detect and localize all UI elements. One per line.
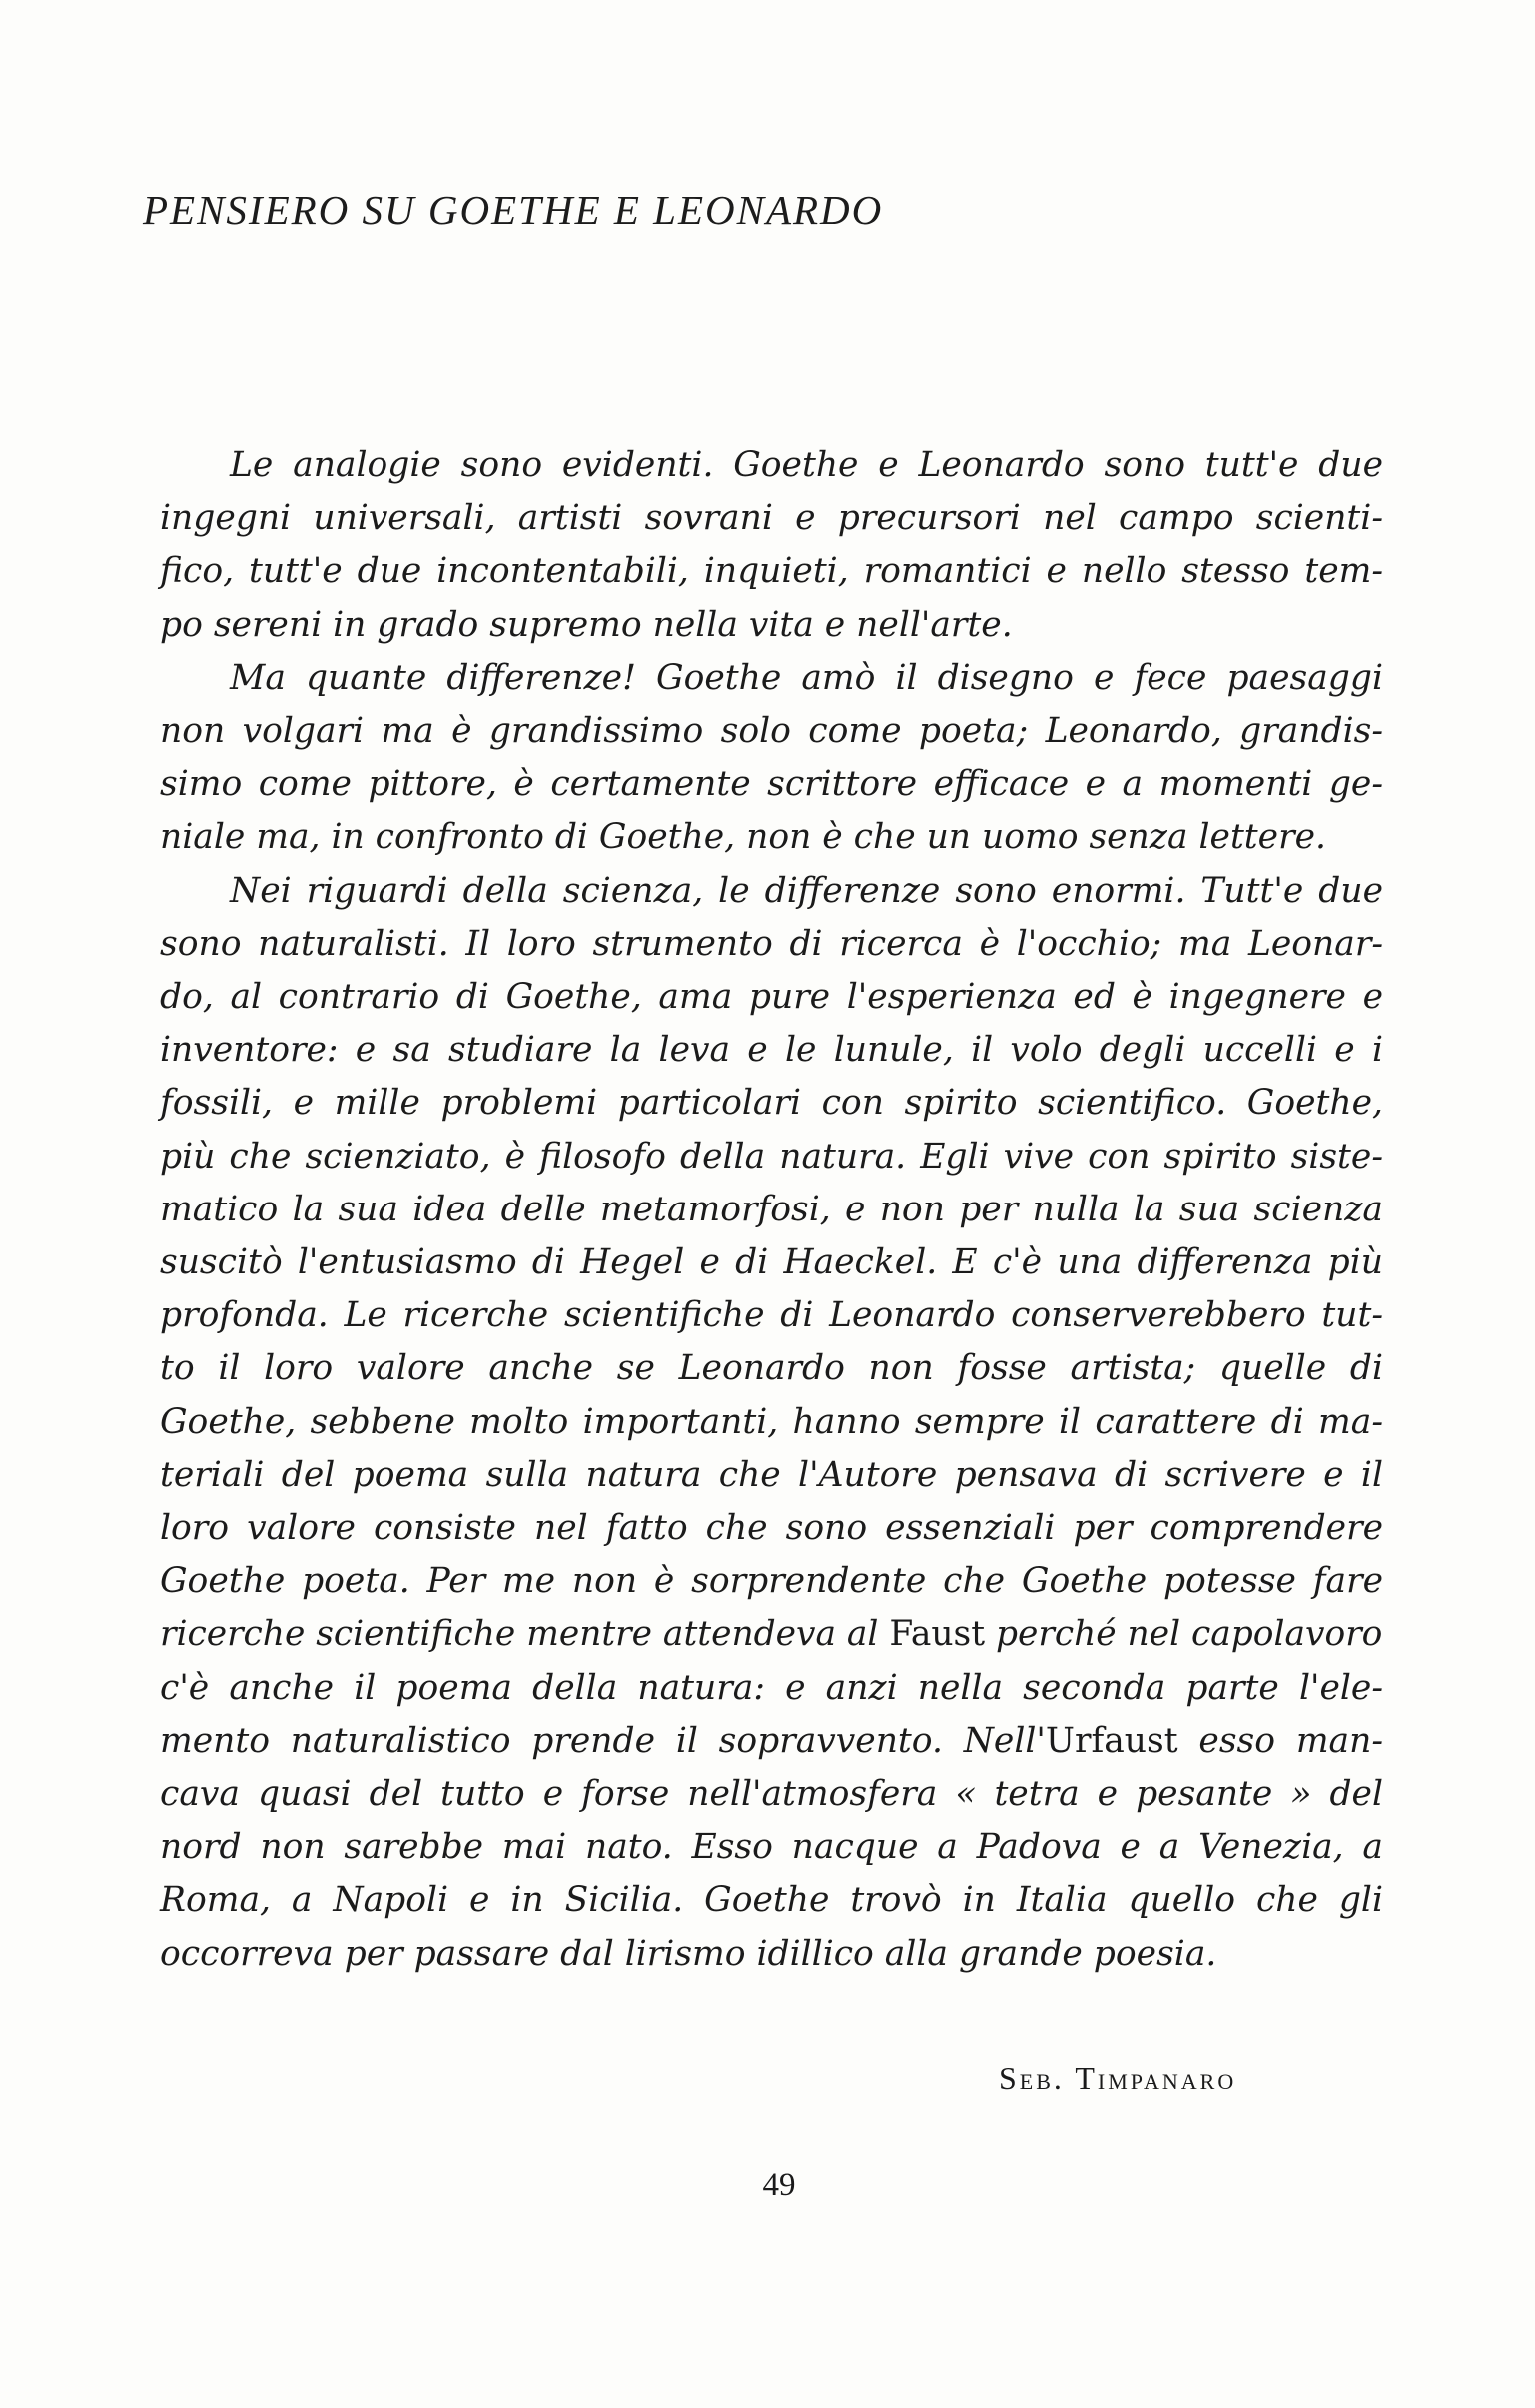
text-line: fossili, e mille problemi particolari con spirito scientifico. Goethe, — [160, 1083, 1383, 1124]
page-title: PENSIERO SU GOETHE E LEONARDO — [143, 187, 884, 233]
text-line: non volgari ma è grandissimo solo come poeta; Leonardo, grandis- — [160, 711, 1383, 752]
text-line: Goethe poeta. Per me non è sorprendente che Goethe potesse fare — [160, 1561, 1383, 1602]
text-line: do, al contrario di Goethe, ama pure l'esperienza ed è ingegnere e — [160, 977, 1383, 1018]
text-segment: mento naturalistico prende il sopravvento. — [160, 1720, 943, 1761]
text-line: sono naturalisti. Il loro strumento di ricerca è l'occhio; ma Leonar- — [160, 923, 1383, 964]
text-segment: ricerche scientifiche mentre attendeva al — [160, 1614, 890, 1655]
text-line: matico la sua idea delle metamorfosi, e non per nulla la sua scienza — [160, 1189, 1383, 1229]
text-line: suscitò l'entusiasmo di Hegel e di Haeckel. E c'è una differenza più — [160, 1242, 1383, 1283]
article-body — [160, 439, 1383, 1981]
text-segment: esso man- — [1177, 1720, 1383, 1761]
text-line: fico, tutt'e due incontentabili, inquieti, romantici e nello stesso tem- — [160, 551, 1383, 592]
text-line: simo come pittore, è certamente scrittore efficace e a momenti ge- — [160, 764, 1383, 805]
text-segment: Nell' — [963, 1720, 1046, 1761]
paragraph-3 — [160, 865, 1383, 1981]
text-line: Nei riguardi della scienza, le differenze sono enormi. Tutt'e due — [230, 870, 1383, 911]
text-line: Ma quante differenze! Goethe amò il disegno e fece paesaggi — [230, 657, 1383, 698]
text-line: ingegni universali, artisti sovrani e precursori nel campo scienti- — [160, 498, 1383, 539]
text-line: inventore: e sa studiare la leva e le lunule, il volo degli uccelli e i — [160, 1030, 1383, 1071]
text-line: nord non sarebbe mai nato. Esso nacque a Padova e a Venezia, a — [160, 1827, 1383, 1868]
text-line: c'è anche il poema della natura: e anzi nella seconda parte l'ele- — [160, 1667, 1383, 1708]
text-line: niale ma, in confronto di Goethe, non è che un uomo senza lettere. — [160, 817, 1326, 858]
work-title-urfaust: Urfaust — [1045, 1720, 1178, 1761]
text-line: loro valore consiste nel fatto che sono essenziali per comprendere — [160, 1508, 1383, 1549]
paragraph-2 — [160, 652, 1383, 865]
text-line: to il loro valore anche se Leonardo non fosse artista; quelle di — [160, 1348, 1383, 1389]
text-line: occorreva per passare dal lirismo idillico alla grande poesia. — [160, 1933, 1217, 1974]
paragraph-1 — [160, 439, 1383, 652]
text-line: più che scienziato, è filosofo della natura. Egli vive con spirito siste- — [160, 1136, 1383, 1177]
text-line: po sereni in grado supremo nella vita e nell'arte. — [160, 604, 1013, 645]
text-line: profonda. Le ricerche scientifiche di Leonardo conserverebbero tut- — [160, 1295, 1383, 1336]
work-title-faust: Faust — [889, 1614, 986, 1655]
text-segment: perché nel capolavoro — [985, 1614, 1383, 1655]
text-line-urfaust — [160, 1715, 1383, 1768]
text-line: Goethe, sebbene molto importanti, hanno sempre il carattere di ma- — [160, 1401, 1383, 1442]
author-signature: Seb. Timpanaro — [999, 2060, 1237, 2096]
text-line: Roma, a Napoli e in Sicilia. Goethe trovò in Italia quello che gli — [160, 1880, 1383, 1921]
text-line: Le analogie sono evidenti. Goethe e Leonardo sono tutt'e due — [230, 445, 1383, 485]
page-number: 49 — [762, 2167, 796, 2203]
text-line: cava quasi del tutto e forse nell'atmosfera « tetra e pesante » del — [160, 1774, 1383, 1815]
text-line: teriali del poema sulla natura che l'Autore pensava di scrivere e il — [160, 1454, 1383, 1495]
text-line-faust — [160, 1608, 1383, 1661]
